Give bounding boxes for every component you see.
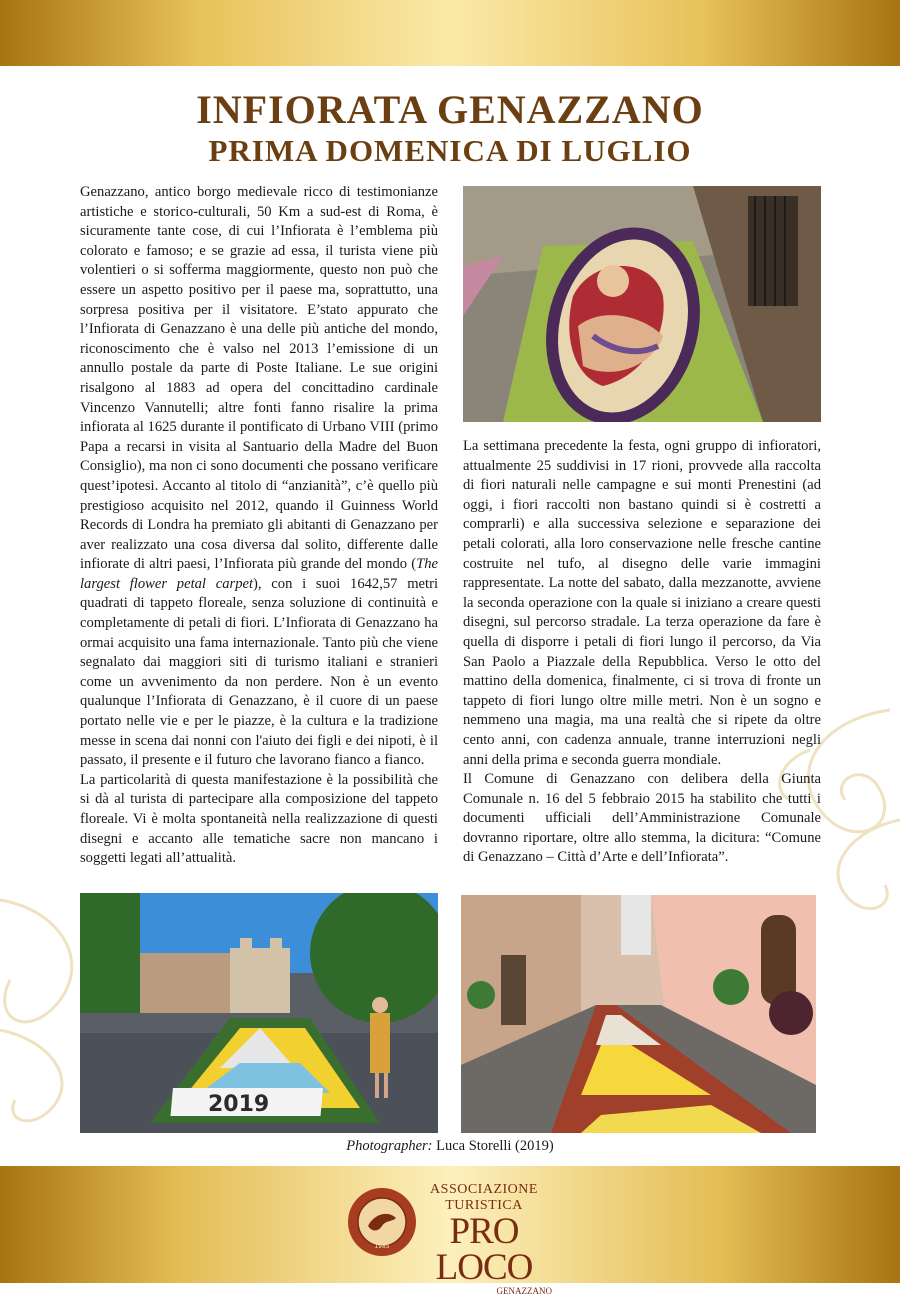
right-column-text	[463, 437, 821, 868]
proloco-logo-text	[404, 1182, 564, 1296]
paragraph-comune: Il Comune di Genazzano con delibera della Giunta Comunale n. 16 del 5 febbraio 2015 ha stabilito che tutti i documenti ufficiali dell’Amministrazione Comunale dovranno riportare, oltre allo stemma, la dicitura: “Comune di Genazzano – Città d’Arte e dell’Infiorata”.	[463, 771, 821, 866]
logo-line-town: GENAZZANO	[496, 1286, 552, 1296]
intro-text-part1: Genazzano, antico borgo medievale ricco di testimonianze artistiche e storico-culturali, 50 Km a sud-est di Roma, è sicuramente tante cose, di cui l’Infiorata è l’emblema più colorato e famoso; e se grazie ad essa, il turista viene più volentieri o si sofferma maggiormente, questo non può che essere un aspetto positivo per il paese ma, soprattutto, una sorpresa positiva per il visitatore. E’stato appurato che l’Infiorata di Genazzano è una delle più antiche del mondo, riconoscimento che è valso nel 2013 l’emissione di un annullo postale da parte di Poste Italiane. Le sue origini risalgono al 1883 ad opera del concittadino cardinale Vincenzo Vannutelli; altre fonti fanno risalire la prima infiorata al 1625 durante il pontificato di Urbano VIII (primo Papa a recarsi in visita al Santuario della Madre del Buon Consiglio), ma non ci sono documenti che possano verificare quest’ipotesi. Accanto al titolo di “anzianità”, c’è quello più prestigioso acquisito nel 2012, quando il Guinness World Records di Londra ha premiato gli abitanti di Genazzano per aver realizzato una cosa diversa dal solito, differente dalle infiorate di altri paesi, l’Infiorata più grande del mondo (	[80, 184, 438, 573]
page-subtitle: PRIMA DOMENICA DI LUGLIO	[208, 133, 692, 168]
left-column-text	[80, 183, 438, 869]
photo-madonna-carpet	[463, 186, 821, 422]
paragraph-particularity: La particolarità di questa manifestazione è la possibilità che si dà al turista di partecipare alla composizione del tappeto floreale. Vi è molta spontaneità nella realizzazione di questi disegni e accanto alle tematiche sacre non mancano i soggetti legati all’attualità.	[80, 771, 438, 867]
photo-street-carpet	[461, 895, 816, 1133]
logo-line-association: ASSOCIAZIONE TURISTICA	[430, 1182, 538, 1213]
paragraph-week-before: La settimana precedente la festa, ogni gruppo di infioratori, attualmente 25 suddivisi in 17 rioni, provvede alla raccolta di fiori naturali nelle campagne e sui monti Prenestini (ad oggi, i fiori raccolti non bastano quindi si è costretti a comprarli) e alla successiva selezione e separazione dei petali colorati, alla loro conservazione nelle fresche cantine costruite nel tufo, al disegno delle varie immagini rappresentate. La notte del sabato, dalla mezzanotte, avviene la seconda operazione con la quale si iniziano a creare questi disegni, sul percorso stradale. La terza operazione da fare è quella di disporre i petali di fiori lungo il percorso, da Via San Paolo a Piazzale della Repubblica. Verso le otto del mattino della domenica, finalmente, ci si trova di fronte un tappeto di fiori lungo oltre mille metri. Non è un sogno e nemmeno una magia, ma una realtà che si ripete da oltre cento anni, con cadenza annuale, tranne interruzioni negli anni della prima e seconda guerra mondiale.	[463, 438, 821, 768]
caption-label: Photographer:	[346, 1138, 433, 1154]
intro-text-part2: ), con i suoi 1642,57 metri quadrati di tappeto floreale, senza soluzione di continuità e completamente di petali di fiori. L’Infiorata di Genazzano ha ormai acquisito una fama internazionale. Tanto più che viene segnalato dai maggiori siti di turismo italiani e stranieri come un avvenimento da non perdere. Non è un evento qualunque l’Infiorata di Genazzano, è il cuore di un paese portato nelle vie e per le piazze, è la cultura e la tradizione messe in scena dai nonni con l'aiuto dei figli e dei nipoti, è il passato, il presente e il futuro che lavorano fianco a fianco.	[80, 575, 438, 769]
page-title: INFIORATA GENAZZANO	[196, 87, 704, 132]
top-gold-band	[0, 0, 900, 66]
photo-carpet-2019	[80, 893, 438, 1133]
intro-text-italic: The largest flower petal carpet	[80, 556, 438, 592]
seal-year: 1985	[374, 1243, 390, 1250]
paragraph-intro	[80, 183, 438, 771]
carpet-year-text: 2019	[208, 1092, 270, 1117]
caption-name: Luca Storelli (2019)	[432, 1138, 554, 1154]
photo-caption	[0, 1138, 900, 1155]
logo-line-proloco: PRO LOCO	[435, 1211, 533, 1288]
